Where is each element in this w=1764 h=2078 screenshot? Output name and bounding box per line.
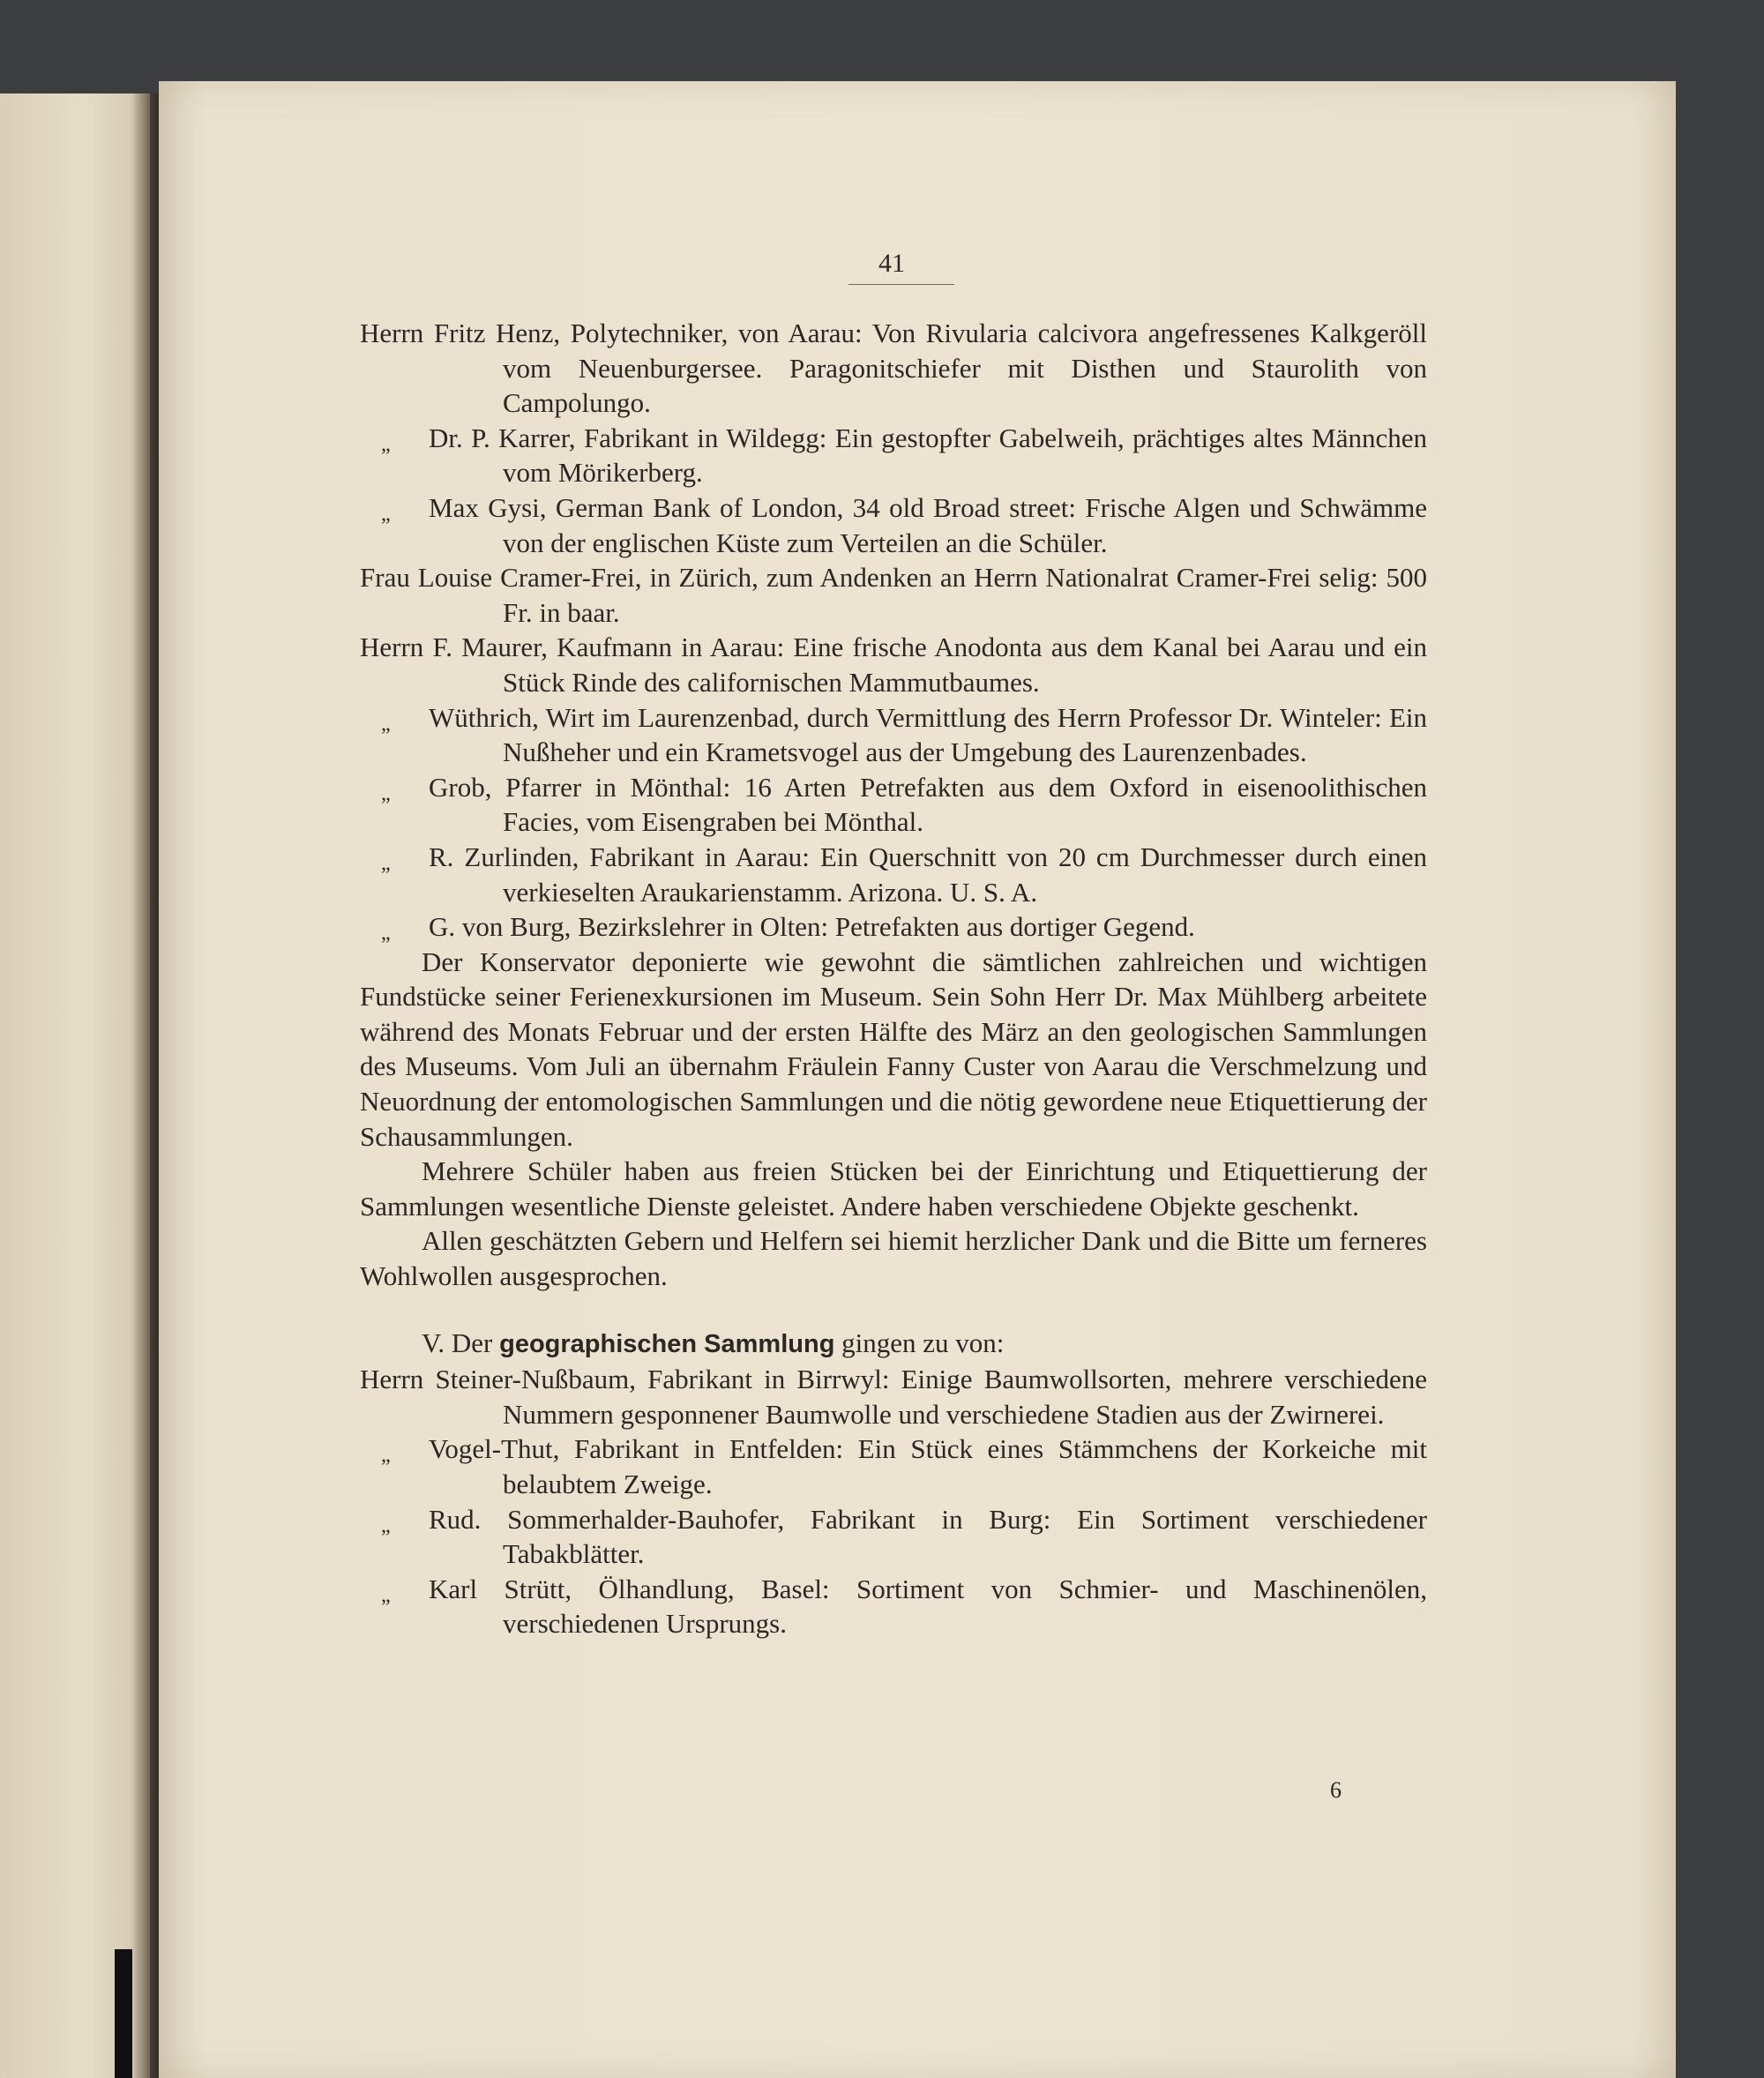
donation-text: Eine frische Anodonta aus dem Kanal bei Aarau und ein Stück Rinde des californischen Mammutbaumes. xyxy=(503,632,1428,698)
ditto-mark: „ xyxy=(381,1514,391,1537)
donor-name: Fritz Henz, Polytechniker, von Aarau: xyxy=(433,318,863,348)
donation-entry xyxy=(360,421,1427,490)
donation-text: Ein Sortiment verschiedener Tabakblätter. xyxy=(503,1503,1427,1570)
donation-text: Ein gestopfter Gabelweih, prächtiges altes Männchen vom Mörikerberg. xyxy=(503,422,1427,489)
donation-entry xyxy=(360,770,1427,840)
donation-entry xyxy=(360,700,1427,770)
book-spine-shadow xyxy=(132,93,159,2078)
section-suffix: gingen zu von: xyxy=(841,1327,1005,1358)
ditto-mark: „ xyxy=(381,922,391,946)
ditto-mark: „ xyxy=(381,1444,391,1468)
signature-mark: 6 xyxy=(1330,1777,1342,1803)
page-number-rule xyxy=(848,284,954,285)
donor-name: R. Zurlinden, Fabrikant in Aarau: xyxy=(429,841,810,872)
donation-text: durch Vermittlung des Herrn Professor Dr. Winteler: Ein Nußheher und ein Krametsvogel aus der Umgebung des Laurenzenbades. xyxy=(503,701,1428,768)
entry-prefix: Herrn xyxy=(360,318,424,348)
donation-entry xyxy=(360,909,1427,945)
donation-entry xyxy=(360,316,1427,421)
donation-entry xyxy=(360,630,1427,699)
donation-entry xyxy=(360,1362,1427,1431)
donation-entry xyxy=(360,490,1427,560)
donor-name: Max Gysi, German Bank of London, 34 old Broad street: xyxy=(429,491,1077,523)
ditto-mark: „ xyxy=(381,502,391,526)
ditto-mark: „ xyxy=(381,851,391,875)
ditto-mark: „ xyxy=(381,781,391,805)
ditto-mark: „ xyxy=(381,432,391,456)
donation-entry xyxy=(360,1431,1427,1501)
donor-name: Vogel-Thut, Fabrikant in Entfelden: xyxy=(429,1433,844,1465)
paragraph-students: Mehrere Schüler haben aus freien Stücken bei der Einrichtung und Etiquettierung der Sammlungen wesentliche Dienste geleistet. Andere haben verschiedene Objekte geschenkt. xyxy=(360,1155,1427,1222)
section-heading-v xyxy=(360,1326,1427,1363)
donor-name: Wüthrich, Wirt im Laurenzenbad, xyxy=(429,701,800,733)
paragraph-thanks: Allen geschätzten Gebern und Helfern sei hiemit herzlicher Dank und die Bitte um ferneres Wohlwollen ausgesprochen. xyxy=(360,1225,1427,1292)
donation-entry xyxy=(360,1502,1427,1572)
donation-entry xyxy=(360,560,1427,630)
donor-name: Karl Strütt, Ölhandlung, Basel: xyxy=(429,1573,830,1604)
donation-text: 16 Arten Petrefakten aus dem Oxford in eisenoolithischen Facies, vom Eisengraben bei Mönthal. xyxy=(503,771,1428,838)
donor-name: G. von Burg, Bezirkslehrer in Olten: xyxy=(429,911,829,943)
section-numeral: V. Der xyxy=(422,1327,493,1358)
donation-text: Von Rivularia calcivora angefressenes Kalkgeröll vom Neuenburgersee. Paragonitschiefer mit Disthen und Staurolith von Campolungo. xyxy=(503,318,1427,419)
section-title: geographischen Sammlung xyxy=(499,1329,835,1358)
donation-text: Ein Stück eines Stämmchens der Korkeiche mit belaubtem Zweige. xyxy=(503,1433,1427,1499)
donation-text: Petrefakten aus dortiger Gegend. xyxy=(834,911,1195,943)
donor-name: Rud. Sommerhalder-Bauhofer, Fabrikant in Burg: xyxy=(429,1503,1051,1535)
donation-text: Frische Algen und Schwämme von der englischen Küste zum Verteilen an die Schüler. xyxy=(503,491,1427,558)
donation-entry xyxy=(360,840,1427,909)
donor-name: F. Maurer, Kaufmann in Aarau: xyxy=(432,632,785,663)
donor-name: Louise Cramer-Frei, in Zürich, xyxy=(417,562,759,594)
entry-prefix: Herrn xyxy=(360,1364,424,1395)
ditto-mark: „ xyxy=(381,1583,391,1607)
donation-entry xyxy=(360,1572,1427,1641)
donor-name: Steiner-Nußbaum, Fabrikant in Birrwyl: xyxy=(435,1364,890,1395)
entry-prefix: Herrn xyxy=(360,632,424,663)
donation-list xyxy=(360,316,1427,945)
donor-name: Grob, Pfarrer in Mönthal: xyxy=(429,771,731,803)
donation-text: Ein Querschnitt von 20 cm Durchmesser durch einen verkieselten Araukarienstamm. Arizona. U. S. A. xyxy=(503,841,1427,908)
entry-prefix: Frau xyxy=(360,562,410,594)
donation-text: Sortiment von Schmier- und Maschinenölen, verschiedenen Ursprungs. xyxy=(503,1573,1428,1640)
facing-page-edge xyxy=(0,93,150,2078)
page-body xyxy=(360,316,1427,1641)
ditto-mark: „ xyxy=(381,712,391,736)
donation-text: Einige Baumwollsorten, mehrere verschiedene Nummern gesponnener Baumwolle und verschiedene Stadien aus der Zwirnerei. xyxy=(503,1364,1428,1430)
donor-name: Dr. P. Karrer, Fabrikant in Wildegg: xyxy=(429,422,827,453)
binding-mark xyxy=(115,1949,132,2078)
donation-text: zum Andenken an Herrn Nationalrat Cramer-Frei selig: 500 Fr. in baar. xyxy=(503,562,1427,628)
geographic-donation-list xyxy=(360,1362,1427,1641)
paragraph-conservator: Der Konservator deponierte wie gewohnt die sämtlichen zahlreichen und wichtigen Fundstücke seiner Ferienexkursionen im Museum. Sein Sohn Herr Dr. Max Mühlberg arbeitete während des Monats Februar und der ersten Hälfte des März an den geologischen Sammlungen des Museums. Vom Juli an übernahm Fräulein Fanny Custer von Aarau die Verschmelzung und Neuordnung der entomologischen Sammlungen und die nötig gewordene neue Etiquettierung der Schausammlungen. xyxy=(360,946,1427,1152)
page-number: 41 xyxy=(878,249,905,278)
